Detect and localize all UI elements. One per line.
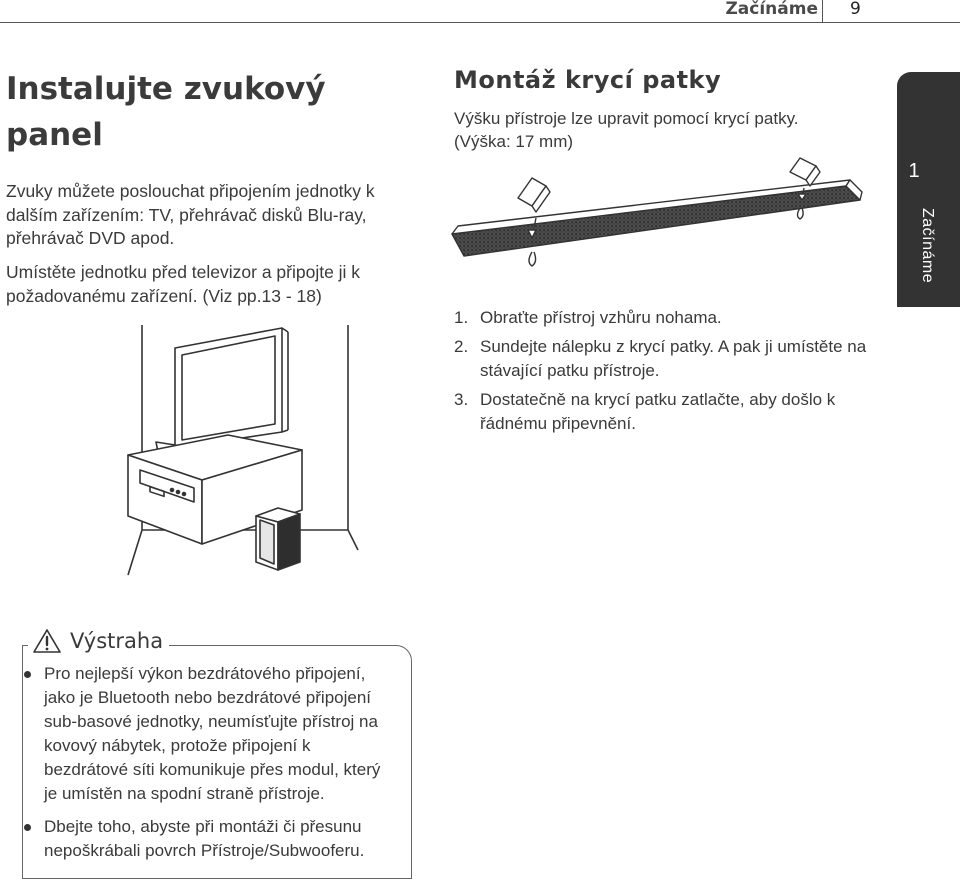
page-title: Instalujte zvukový panel — [6, 71, 326, 153]
list-item — [22, 662, 396, 806]
intro-paragraph-2: Umístěte jednotku před televizor a připojte ji k požadovanému zařízení. (Viz pp.13 - 18) — [6, 262, 361, 306]
section-title: Montáž krycí patky — [454, 66, 722, 94]
list-item — [454, 306, 894, 330]
warning-text: Dbejte toho, abyste při montáži či přesunu nepoškrábali povrch Přístroje/Subwooferu. — [44, 817, 365, 860]
warning-header — [28, 626, 169, 656]
bullet-icon — [24, 671, 31, 678]
step-text: Sundejte nálepku z krycí patky. A pak ji umístěte na stávající patku přístroje. — [480, 337, 867, 380]
step-number: 3. — [454, 390, 469, 409]
warning-icon — [32, 628, 62, 654]
list-item — [454, 335, 894, 383]
section-intro: Výšku přístroje lze upravit pomocí krycí patky. (Výška: 17 mm) — [454, 109, 799, 151]
header-divider — [822, 0, 823, 22]
bullet-icon — [24, 824, 31, 831]
warning-list — [22, 662, 396, 872]
header-rule — [0, 22, 960, 23]
warning-title: Výstraha — [70, 629, 164, 653]
page-number: 9 — [850, 0, 861, 19]
chapter-number: 1 — [908, 160, 920, 182]
list-item — [22, 815, 396, 863]
warning-text: Pro nejlepší výkon bezdrátového připojení, jako je Bluetooth nebo bezdrátové připojení sub-basové jednotky, neumísťujte přístroj na kovový nábytek, protože připojení k bezdrátové síti komunikuje přes modul, který je umístěn na spodní straně přístroje. — [44, 664, 381, 803]
soundbar-foot-illustration — [446, 156, 866, 296]
step-text: Dostatečně na krycí patku zatlačte, aby došlo k řádnému připevnění. — [480, 390, 836, 433]
step-text: Obraťte přístroj vzhůru nohama. — [480, 308, 722, 327]
steps-list — [454, 306, 894, 441]
step-number: 1. — [454, 308, 469, 327]
tv-setup-illustration — [120, 320, 360, 580]
step-number: 2. — [454, 337, 469, 356]
list-item — [454, 388, 894, 436]
intro-paragraph-1: Zvuky můžete poslouchat připojením jednotky k dalším zařízením: TV, přehrávač disků Blu-ray, přehrávač DVD apod. — [6, 181, 375, 248]
chapter-label: Začínáme — [919, 208, 936, 284]
header-section-title: Začínáme — [725, 0, 818, 19]
